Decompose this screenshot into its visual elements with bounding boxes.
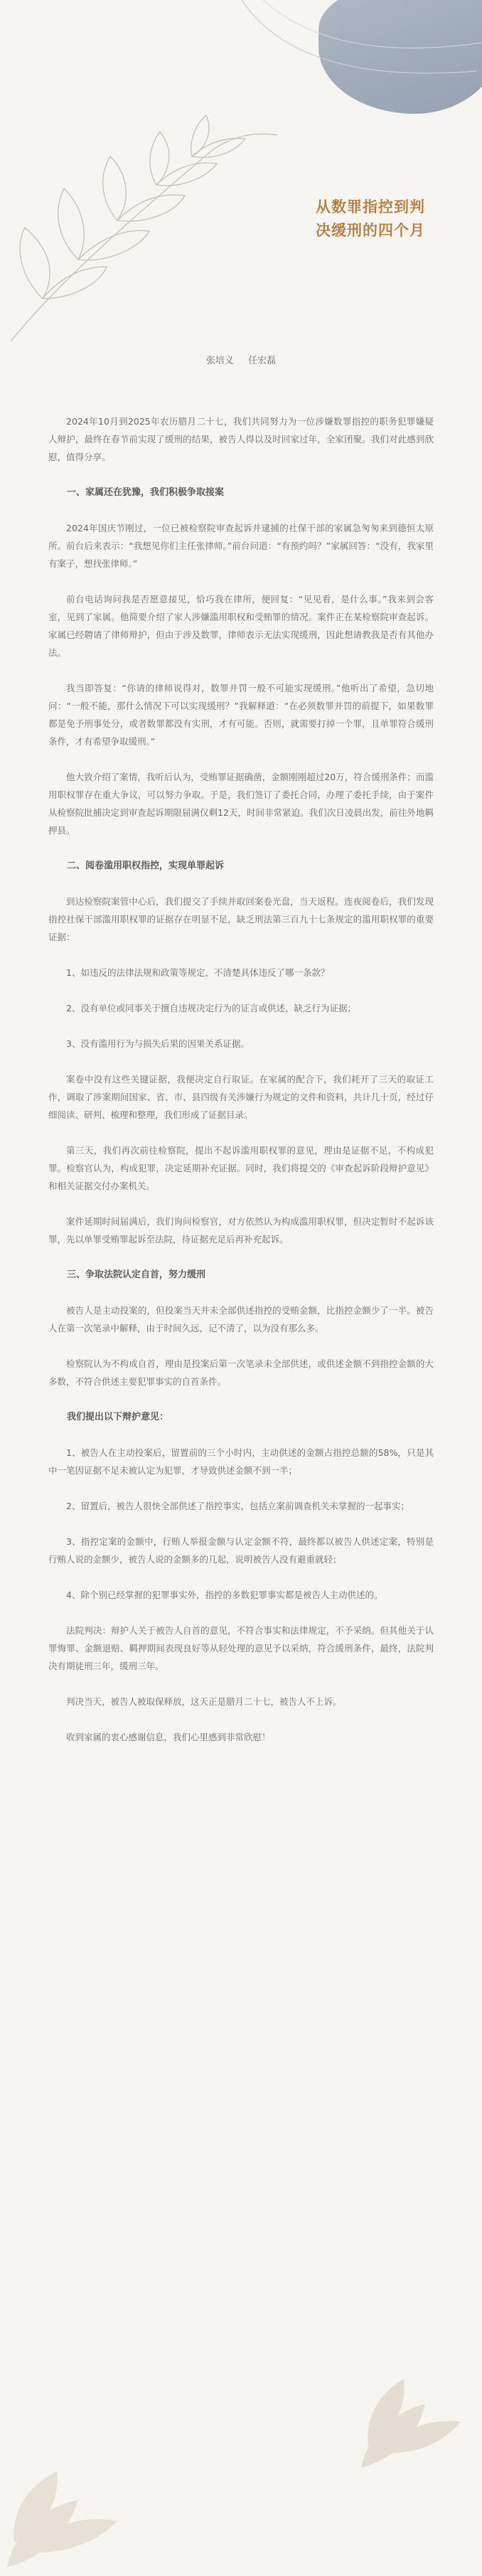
title-line-1: 从数罪指控到判 [316, 198, 425, 215]
closing-paragraph: 收到家属的衷心感谢信息，我们心里感到非常欣慰！ [66, 1732, 271, 1742]
section-heading: 二、阅卷滥用职权指控，实现单罪起诉 [67, 861, 225, 871]
author-name: 任宏磊 [248, 356, 277, 366]
paragraph: 案卷中没有这些关键证据，我便决定自行取证。在家属的配合下，我们耗开了三天的取证工作，调取了涉案期间国家、省、市、县四级有关涉嫌行为规定的文件和资料，共计几十页，经过仔细阅读、研判、梳理和整理，我们形成了证据目录。 [48, 1074, 434, 1120]
list-item: 1、如违反的法律法规和政策等规定，不清楚具体违反了哪一条款？ [66, 967, 330, 978]
intro-paragraph: 2024年10月到2025年农历腊月二十七，我们共同努力为一位涉嫌数罪指控的职务犯罪嫌疑人辩护，最终在春节前实现了缓刑的结果，被告人得以及时回家过年，全家团聚。我们对此感到欣慰，值得分享。 [48, 416, 434, 462]
leaf-cluster-icon [0, 2447, 142, 2576]
author-line [0, 353, 482, 366]
list-item: 4、除个别已经掌握的犯罪事实外，指控的多数犯罪事实都是被告人主动供述的。 [66, 1590, 383, 1600]
paragraph: 判决当天，被告人被取保释放，这天正是腊月二十七，被告人不上诉。 [66, 1696, 342, 1707]
paragraph: 他大致介绍了案情，我听后认为，受贿罪证据确凿，金额刚刚超过20万，符合缓刑条件；而滥用职权罪存在重大争议，可以努力争取。于是，我们签订了委托合同，办理了委托手续，由于案件从检察院批捕决定到审查起诉期限届满仅剩12天，时间非常紧迫。我们次日凌晨出发，前往外地羁押县。 [48, 772, 434, 836]
paragraph: 2024年国庆节刚过，一位已被检察院审查起诉并逮捕的社保干部的家属急匆匆来到德恒太原所。前台后来表示：“我想见你们主任张律师。”前台问道：“有预约吗？”家属回答：“没有，我家里有案子，想找张律师。” [48, 523, 434, 569]
paragraph: 检察院认为不构成自首，理由是投案后第一次笔录未全部供述，或供述金额不到指控金额的大多数，不符合供述主要犯罪事实的自首条件。 [48, 1358, 434, 1387]
opinion-heading: 我们提出以下辩护意见： [67, 1412, 169, 1422]
article-body [48, 413, 434, 1764]
paragraph: 第三天，我们再次前往检察院，提出不起诉滥用职权罪的意见，理由是证据不足，不构成犯罪。检察官认为，构成犯罪，决定延期补充证据。同时，我们将提交的《审查起诉阶段辩护意见》和相关证据交付办案机关。 [48, 1145, 434, 1191]
author-name: 张培义 [205, 356, 234, 366]
list-item: 2、留置后，被告人很快全部供述了指控事实，包括立案前调查机关未掌握的一起事实； [66, 1501, 409, 1511]
paragraph: 前台电话询问我是否愿意接见，恰巧我在律所，便回复：“见见看，是什么事。”我来到会客室，见到了家属。他简要介绍了家人涉嫌滥用职权和受贿罪的情况。案件正在某检察院审查起诉。家属已经聘请了律师辩护，但由于涉及数罪，律师表示无法实现缓刑，因此想请教我是否有其他办法。 [48, 594, 434, 658]
paragraph: 案件延期时间届满后，我们询问检察官，对方依然认为构成滥用职权罪，但决定暂时不起诉该罪，先以单罪受贿罪起诉至法院，待证据充足后再补充起诉。 [48, 1216, 434, 1245]
title-line-2: 决缓刑的四个月 [316, 222, 425, 239]
leaf-cluster-icon [347, 2368, 468, 2475]
paragraph: 被告人是主动投案的，但投案当天并未全部供述指控的受贿金额，比指控金额少了一半。被告人在第一次笔录中解释，由于时间久远，记不清了，以为没有那么多。 [48, 1305, 434, 1334]
leaf-branch-icon [0, 107, 299, 341]
paragraph: 到达检察院案管中心后，我们提交了手续并取回案卷光盘，当天返程。连夜阅卷后，我们发现指控社保干部滥用职权罪的证据存在明显不足，缺乏刑法第三百九十七条规定的滥用职权罪的重要证据： [48, 896, 434, 942]
article-title [316, 196, 472, 243]
paragraph: 我当即答复：“你请的律师说得对，数罪并罚一般不可能实现缓刑。”他听出了希望，急切地问：“一般不能，那什么情况下可以实现缓刑？”我解释道：“在必须数罪并罚的前提下，如果数罪都是免予刑事处分，或者数罪都没有实刑，才有可能。否则，就需要打掉一个罪，且单罪符合缓刑条件，才有希望争取缓刑。” [48, 683, 434, 747]
section-heading: 三、争取法院认定自首，努力缓刑 [67, 1270, 206, 1280]
list-item: 1、被告人在主动投案后，留置前的三个小时内，主动供述的金额占指控总额的58%，只是其中一笔因证据不足未被认定为犯罪，才导致供述金额不到一半； [48, 1447, 434, 1476]
paragraph: 法院判决：辩护人关于被告人自首的意见，不符合事实和法律规定，不予采纳。但其他关于认罪悔罪、金额退赔、羁押期间表现良好等从轻处理的意见予以采纳，符合缓刑条件，最终，法院判决有期徒刑三年，缓刑三年。 [48, 1625, 434, 1671]
list-item: 2、没有单位或同事关于擅自违规决定行为的证言或供述，缺乏行为证据； [66, 1003, 356, 1013]
section-heading: 一、家属还在犹豫，我们积极争取接案 [67, 487, 225, 498]
list-item: 3、指控定案的金额中，行贿人举报金额与认定金额不符，最终都以被告人供述定案，特别是行贿人说的金额少，被告人说的金额多的几起，说明被告人没有避重就轻； [48, 1536, 434, 1565]
decorative-arc-lines [235, 0, 482, 107]
list-item: 3、没有滥用行为与损失后果的因果关系证据。 [66, 1038, 250, 1049]
